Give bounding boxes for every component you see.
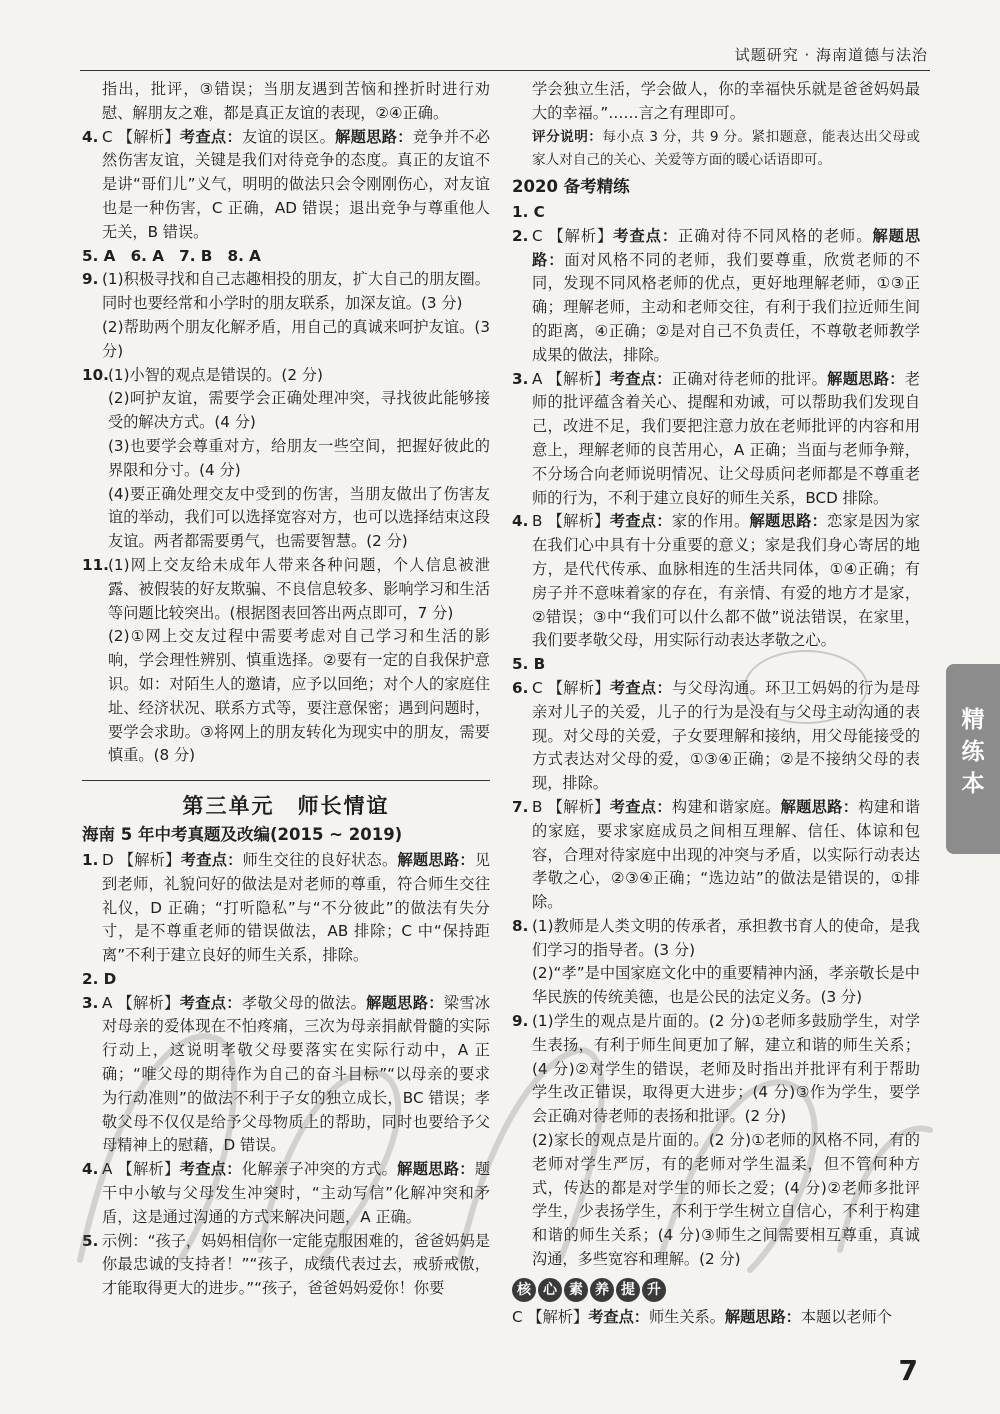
left-q4	[82, 126, 490, 245]
q-answer: D 【解析】	[102, 850, 181, 869]
right-q2	[512, 225, 920, 368]
q-number: 9.	[82, 270, 99, 289]
right-q7	[512, 796, 920, 915]
unit-q3	[82, 992, 490, 1159]
q-answer: A 【解析】	[102, 1160, 180, 1179]
badge-char: 提	[616, 1278, 640, 1302]
q-keyword: 考查点：	[613, 226, 679, 245]
right-q4	[512, 510, 920, 653]
left-column	[82, 78, 490, 1301]
left-q5-8: 5. A 6. A 7. B 8. A	[82, 246, 261, 265]
q-keyword: 考查点：	[180, 850, 243, 869]
section-title: 2020 备考精练	[512, 177, 630, 197]
left-q9	[82, 268, 490, 363]
page-number: 7	[898, 1354, 918, 1387]
stamp-mark	[744, 650, 868, 724]
q-text: 与父母沟通。	[671, 678, 766, 697]
q-answer: B 【解析】	[532, 512, 610, 531]
badge-char: 素	[564, 1278, 588, 1302]
unit-title: 第三单元 师长情谊	[182, 794, 390, 819]
header-rule	[80, 70, 930, 71]
q-keyword: 考查点：	[588, 1307, 649, 1326]
q-sub: (1)网上交友给未成年人带来各种问题，个人信息被泄露、被假装的好友欺骗、不良信息较多、影响学习和生活等问题比较突出。(根据图表回答出两点即可，7 分)	[108, 555, 490, 622]
unit-q2: 2. D	[82, 969, 117, 988]
q-answer: C 【解析】	[512, 1307, 589, 1326]
side-tab	[946, 664, 1000, 854]
q-number: 1.	[82, 850, 99, 869]
right-q1: 1. C	[512, 202, 545, 221]
q-sub: (4)要正确处理交友中受到的伤害，当朋友做出了伤害友谊的举动，我们可以选择宽容对方，也可以选择结束这段友谊。两者都需要勇气，也需要智慧。(2 分)	[108, 484, 490, 551]
score-note-label: 评分说明：	[532, 128, 603, 145]
q-number: 8.	[512, 916, 529, 935]
q-answer: C 【解析】	[102, 127, 180, 146]
q-number: 4.	[512, 512, 529, 531]
q-sub: (1)小智的观点是错误的。(2 分)	[108, 365, 323, 384]
section-title: 海南 5 年中考真题及改编(2015 ~ 2019)	[82, 825, 403, 845]
q-text: 见到老师，礼貌问好的做法是对老师的尊重，符合师生交往礼仪，D 正确；“打听隐私”与“不分彼此”的做法有失分寸，是不尊重老师的错误做法，AB 排除；C 中“保持距离”不利于建立良好的师生关系，排除。	[102, 850, 491, 965]
q-keyword: 考查点：	[609, 678, 672, 697]
q-number: 5.	[82, 1231, 99, 1250]
q-text: 家的作用。	[671, 512, 750, 531]
q-text: 师生关系。	[648, 1307, 725, 1326]
left-q11	[82, 554, 490, 768]
q-number: 10.	[82, 365, 109, 384]
q-number: 11.	[82, 555, 109, 574]
score-note-text: 每小点 3 分，共 9 分。紧扣题意，能表达出父母或家人对自己的关心、关爱等方面的暖心话语即可。	[532, 128, 920, 169]
q-keyword: 考查点：	[179, 1160, 242, 1179]
badge-char: 核	[512, 1278, 536, 1302]
core-literacy-badge	[512, 1278, 666, 1302]
q-keyword: 解题思路：	[724, 1307, 801, 1326]
q-text: 题干中小敏与父母发生冲突时，“主动写信”化解冲突和矛盾，这是通过沟通的方式来解决问题，A 正确。	[102, 1160, 491, 1226]
q-text: 竞争并不必然伤害友谊，关键是我们对待竞争的态度。真正的友谊不是讲“哥们儿”义气，明明的做法只会令刚刚伤心，对友谊也是一种伤害，C 正确，AD 错误；退出竞争与尊重他人无关，B 错误。	[102, 127, 491, 241]
q-sub: (1)教师是人类文明的传承者，承担教书育人的使命，是我们学习的指导者。(3 分)	[532, 916, 920, 959]
q-text: 本题以老师个	[800, 1307, 892, 1326]
q-sub: (2)呵护友谊，需要学会正确处理冲突，寻找彼此能够接受的解决方式。(4 分)	[108, 389, 490, 432]
q-text: 面对风格不同的老师，我们要尊重，欣赏老师的不同，发现不同风格老师的优点，更好地理解老师，①③正确；理解老师，主动和老师交往，有利于我们拉近师生间的距离，④正确；②是对自己不负责任，不尊敬老师教学成果的做法，排除。	[532, 250, 921, 364]
right-q3	[512, 368, 920, 511]
q-number: 3.	[82, 993, 99, 1012]
page-header: 试题研究 · 海南道德与法治	[734, 46, 928, 64]
q-text: 恋家是因为家在我们心中具有十分重要的意义；家是我们身心寄居的地方，是代代传承、血脉相连的生活共同体，①④正确；有房子并不意味着家的存在，有亲情、有爱的地方才是家，②错误；③中“我们可以什么都不做”说法错误，在家里，我们要孝敬父母，用实际行动表达孝敬之心。	[532, 512, 920, 650]
score-note	[512, 126, 920, 174]
q-text: 构建和谐的家庭，要求家庭成员之间相互理解、信任、体谅和包容，合理对待家庭中出现的冲突与矛盾，以实际行动表达孝敬之心，②③④正确；“选边站”的做法是错误的，①排除。	[532, 797, 920, 912]
side-tab-label: 精练本	[961, 707, 985, 797]
q-number: 4.	[82, 1160, 99, 1179]
core-answer	[512, 1306, 920, 1330]
q-keyword: 考查点：	[609, 797, 672, 816]
q-keyword: 解题思路：	[827, 369, 905, 388]
badge-char: 心	[538, 1278, 562, 1302]
q-keyword: 解题思路：	[366, 993, 444, 1012]
q-keyword: 解题思路：	[780, 797, 859, 816]
q-answer: B 【解析】	[532, 797, 610, 816]
q-answer: A 【解析】	[532, 369, 610, 388]
q-keyword: 解题思路：	[749, 512, 828, 531]
q-keyword: 解题思路：	[532, 226, 921, 269]
q-text: 化解亲子冲突的方式。	[241, 1160, 398, 1179]
right-q5: 5. B	[512, 655, 546, 674]
right-q8	[512, 915, 920, 1010]
badge-char: 养	[590, 1278, 614, 1302]
q-number: 9.	[512, 1012, 529, 1031]
q-sub: (1)积极寻找和自己志趣相投的朋友，扩大自己的朋友圈。同时也要经常和小学时的朋友联系，加深友谊。(3 分)	[102, 270, 490, 313]
q-number: 3.	[512, 369, 529, 388]
q-keyword: 考查点：	[179, 127, 242, 146]
left-q10	[82, 364, 490, 554]
q-keyword: 解题思路：	[335, 127, 413, 146]
q-keyword: 解题思路：	[397, 1160, 475, 1179]
q-text: 老师的批评蕴含着关心、提醒和劝诫，可以帮助我们发现自己，改进不足，我们要把注意力放在老师批评的内容和用意上，理解老师的良苦用心，A 正确；当面与老师争辩，不分场合向老师说明情况、让父母质问老师都是不尊重老师的行为，不利于建立良好的师生关系，BCD 排除。	[532, 369, 921, 507]
q-text: 孝敬父母的做法。	[241, 993, 367, 1012]
q-number: 7.	[512, 797, 529, 816]
right-q9	[512, 1010, 920, 1272]
unit-q4	[82, 1158, 490, 1229]
unit-q1	[82, 849, 490, 968]
q-keyword: 考查点：	[609, 369, 672, 388]
q-text: 正确对待老师的批评。	[671, 369, 828, 388]
q-sub: (2)①网上交友过程中需要考虑对自己学习和生活的影响，学会理性辨别、慎重选择。②要有一定的自我保护意识。如：对陌生人的邀请，应予以回绝；对个人的家庭住址、经济状况、联系方式等，要注意保密；遇到问题时，要学会求助。③将网上的朋友转化为现实中的朋友，需要慎重。(8 分)	[108, 627, 490, 765]
q-text: 师生交往的良好状态。	[242, 850, 398, 869]
q-answer: C 【解析】	[532, 226, 614, 245]
section-divider	[82, 780, 490, 781]
right-intro: 学会独立生活，学会做人，你的幸福快乐就是爸爸妈妈最大的幸福。”……言之有理即可。	[532, 80, 920, 122]
q-sub: (2)家长的观点是片面的。(2 分)①老师的风格不同，有的老师对学生严厉，有的老师对学生温柔，但不管何种方式，传达的都是对学生的师长之爱；(4 分)②老师多批评学生，少表扬学生，不利于学生树立自信心，不利于构建和谐的师生关系；(4 分)③师生之间需要相互尊重，真诚沟通，多些宽容和理解。(2 分)	[532, 1131, 920, 1269]
q-text: 示例：“孩子，妈妈相信你一定能克服困难的，爸爸妈妈是你最忠诚的支持者！”“孩子，成绩代表过去，戒骄戒傲，才能取得更大的进步。”“孩子，爸爸妈妈爱你！你要	[102, 1231, 490, 1298]
q-keyword: 考查点：	[609, 512, 672, 531]
q-number: 2.	[512, 226, 529, 245]
q-number: 6.	[512, 678, 529, 697]
q-sub: (2)“孝”是中国家庭文化中的重要精神内涵，孝亲敬长是中华民族的传统美德，也是公民的法定义务。(3 分)	[532, 964, 920, 1007]
badge-char: 升	[642, 1278, 666, 1302]
left-intro: 指出，批评，③错误；当朋友遇到苦恼和挫折时进行劝慰、解朋友之难，都是真正友谊的表现，②④正确。	[102, 80, 490, 122]
q-text: 环卫工妈妈的行为是母亲对儿子的关爱，儿子的行为是没有与父母主动沟通的表现。对父母的关爱，子女要理解和接纳，用父母能接受的方式表达对父母的爱，①③④正确；②是不接纳父母的表现，排除。	[532, 678, 921, 793]
q-text: 梁雪冰对母亲的爱体现在不怕疼痛，三次为母亲捐献骨髓的实际行动上，这说明孝敬父母要落实在实际行动中，A 正确；“唯父母的期待作为自己的奋斗目标”“以母亲的要求为行动准则”的做法不利于子女的独立成长，BC 错误；孝敬父母不仅仅是给予父母物质上的帮助，同时也要给予父母精神上的慰藉，D 错误。	[102, 993, 491, 1155]
q-answer: C 【解析】	[532, 678, 610, 697]
unit-q5	[82, 1230, 490, 1301]
q-text: 正确对待不同风格的老师。	[678, 226, 873, 245]
q-sub: (1)学生的观点是片面的。(2 分)①老师多鼓励学生，对学生表扬，有利于师生间更加了解，建立和谐的师生关系；(4 分)②对学生的错误，老师及时指出并批评有利于帮助学生改正错误，取得更大进步；(4 分)③作为学生，要学会正确对待老师的表扬和批评。(2 分)	[532, 1012, 920, 1126]
q-sub: (2)帮助两个朋友化解矛盾，用自己的真诚来呵护友谊。(3 分)	[102, 317, 490, 360]
q-keyword: 考查点：	[179, 993, 242, 1012]
q-text: 友谊的误区。	[241, 127, 336, 146]
q-text: 构建和谐家庭。	[671, 797, 781, 816]
q-answer: A 【解析】	[102, 993, 180, 1012]
q-number: 4.	[82, 127, 99, 146]
q-sub: (3)也要学会尊重对方，给朋友一些空间，把握好彼此的界限和分寸。(4 分)	[108, 436, 490, 479]
q-keyword: 解题思路：	[397, 850, 475, 869]
